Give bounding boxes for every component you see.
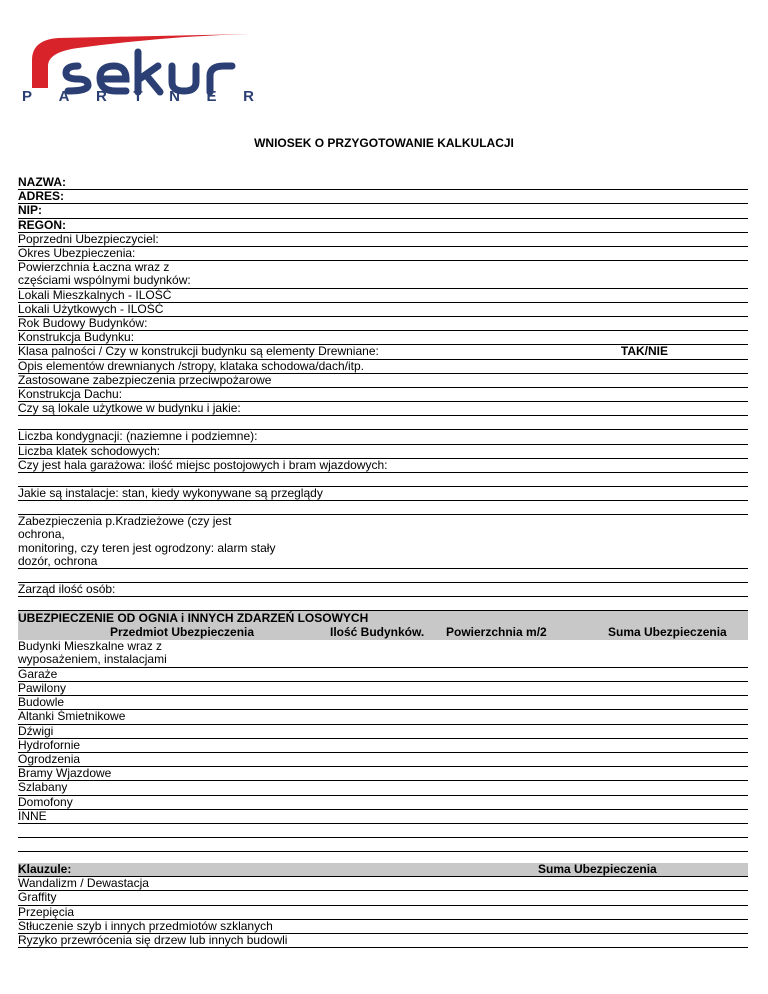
item-bramy-wjazdowe: Bramy Wjazdowe — [18, 767, 748, 781]
item-garaze: Garaże — [18, 668, 748, 682]
klauzula-graffity: Graffity — [18, 891, 748, 905]
field-nip: NIP: — [18, 204, 748, 218]
item-szlabany: Szlabany — [18, 781, 748, 795]
blank-row — [18, 416, 748, 430]
field-regon: REGON: — [18, 219, 748, 233]
document-title: WNIOSEK O PRZYGOTOWANIE KALKULACJI — [254, 136, 514, 150]
blank-row — [18, 838, 748, 852]
blank-row — [18, 569, 748, 583]
item-budynki-mieszkalne: Budynki Mieszkalne wraz z wyposażeniem, instalacjami — [18, 640, 748, 667]
section-fire-header — [18, 611, 748, 640]
field-zarzad: Zarząd ilość osób: — [18, 583, 748, 597]
field-adres: ADRES: — [18, 190, 748, 204]
blank-row — [18, 501, 748, 515]
section-klauzule-header — [18, 863, 748, 877]
item-altanki: Altanki Śmietnikowe — [18, 710, 748, 724]
field-nazwa: NAZWA: — [18, 176, 748, 190]
field-zabezpieczenia-ppoz: Zastosowane zabezpieczenia przeciwpożarowe — [18, 374, 748, 388]
field-okres-ubezpieczenia: Okres Ubezpieczenia: — [18, 247, 748, 261]
section-fire-title: UBEZPIECZENIE OD OGNIA i INNYCH ZDARZEŃ LOSOWYCH — [18, 611, 369, 626]
item-hydrofornie: Hydrofornie — [18, 739, 748, 753]
item-pawilony: Pawilony — [18, 682, 748, 696]
klauzula-stluczenie-szyb: Stłuczenie szyb i innych przedmiotów szklanych — [18, 920, 748, 934]
klauzula-wandalizm: Wandalizm / Dewastacja — [18, 877, 748, 891]
section-fire-columns — [18, 625, 748, 640]
logo-letter-k — [138, 52, 160, 92]
field-instalacje: Jakie są instalacje: stan, kiedy wykonywane są przeglądy — [18, 487, 748, 501]
field-powierzchnia-laczna: Powierzchnia Łaczna wraz z częściami wspólnymi budynków: — [18, 261, 748, 288]
item-inne: INNE — [18, 810, 748, 824]
field-liczba-klatek: Liczba klatek schodowych: — [18, 445, 748, 459]
col-powierzchnia: Powierzchnia m/2 — [446, 625, 547, 640]
field-poprzedni-ubezpieczyciel: Poprzedni Ubezpieczyciel: — [18, 233, 748, 247]
field-konstrukcja-budynku: Konstrukcja Budynku: — [18, 331, 748, 345]
item-ogrodzenia: Ogrodzenia — [18, 753, 748, 767]
item-domofony: Domofony — [18, 796, 748, 810]
field-konstrukcja-dachu: Konstrukcja Dachu: — [18, 388, 748, 402]
field-liczba-kondygnacji: Liczba kondygnacji: (naziemne i podziemne): — [18, 430, 748, 444]
klauzula-przewrocenie-drzew: Ryzyko przewrócenia się drzew lub innych budowli — [18, 934, 748, 948]
field-lokale-mieszkalne: Lokali Mieszkalnych - ILOŚĆ — [18, 289, 748, 303]
item-budowle: Budowle — [18, 696, 748, 710]
blank-row — [18, 473, 748, 487]
field-lokale-uzytkowe-jakie: Czy są lokale użytkowe w budynku i jakie: — [18, 402, 748, 416]
field-klasa-palnosci: Klasa palności / Czy w konstrukcji budynku są elementy Drewniane: TAK/NIE — [18, 345, 748, 359]
klauzula-przepiecia: Przepięcia — [18, 906, 748, 920]
field-opis-elementow-drewnianych: Opis elementów drewnianych /stropy, klataka schodowa/dach/itp. — [18, 360, 748, 374]
field-hala-garazowa: Czy jest hala garażowa: ilość miejsc postojowych i bram wjazdowych: — [18, 459, 748, 473]
field-zabezpieczenia-kradziezowe: Zabezpieczenia p.Kradzieżowe (czy jest ochrona, monitoring, czy teren jest ogrodzony: alarm stały dozór, ochrona — [18, 515, 748, 569]
field-lokale-uzytkowe: Lokali Użytkowych - ILOŚĆ — [18, 303, 748, 317]
col-suma: Suma Ubezpieczenia — [608, 625, 727, 640]
field-rok-budowy: Rok Budowy Budynków: — [18, 317, 748, 331]
tak-nie-label: TAK/NIE — [620, 344, 668, 359]
form-body — [18, 176, 748, 948]
col-ilosc: Ilość Budynków. — [330, 625, 425, 640]
klauzule-suma: Suma Ubezpieczenia — [538, 861, 657, 876]
blank-row — [18, 597, 748, 611]
item-dzwigi: Dźwigi — [18, 725, 748, 739]
blank-row — [18, 824, 748, 838]
logo-partner-text: P A R T N E R — [22, 88, 254, 105]
klauzule-title: Klauzule: — [18, 861, 72, 876]
col-przedmiot: Przedmiot Ubezpieczenia — [110, 625, 255, 640]
